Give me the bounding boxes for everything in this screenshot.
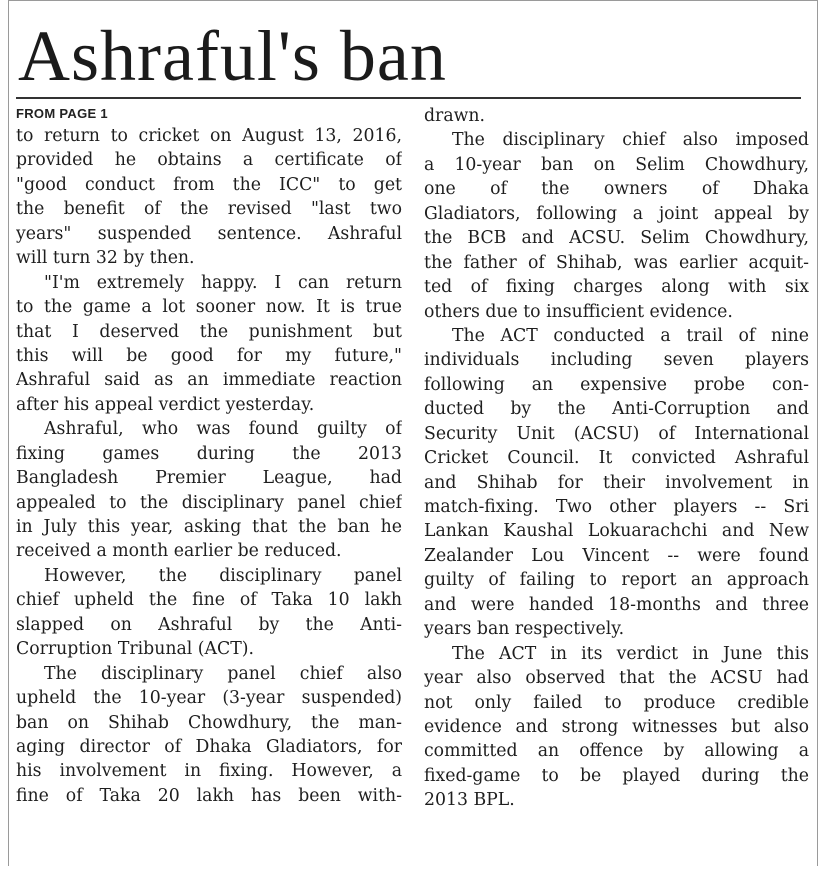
article-text-line: However, the disciplinary panel [44,565,402,586]
article-text-line: to the game a lot sooner now. It is true [16,297,402,318]
article-text-line: received a month earlier be reduced. [16,541,342,562]
article-text-line: not only failed to produce credible [424,692,809,713]
left-column-text [16,124,402,808]
article-text-line: 2013 BPL. [424,790,515,811]
article-text-line: slapped on Ashraful by the Anti- [16,614,402,635]
article-text-line: appealed to the disciplinary panel chief [16,492,402,513]
article-text-line: guilty of failing to report an approach [424,570,809,591]
article-text-line: fixing games during the 2013 [16,443,402,464]
article-text-line: Lankan Kaushal Lokuarachchi and New [424,521,809,542]
article-text-line: aging director of Dhaka Gladiators, for [16,736,402,757]
article-text-line: Security Unit (ACSU) of International [424,423,809,444]
article-text-line: evidence and strong witnesses but also [424,716,809,737]
article-text-line: The disciplinary chief also imposed [452,130,809,151]
article-column-left [16,104,402,808]
article-text-line: will turn 32 by then. [16,248,195,269]
article-text-line: ban on Shihab Chowdhury, the man- [16,712,402,733]
article-text-line: others due to insufficient evidence. [424,301,733,322]
article-text-line: that I deserved the punishment but [16,321,402,342]
article-text-line: Bangladesh Premier League, had [16,468,402,489]
article-text-line: drawn. [424,106,486,126]
article-text-line: the benefit of the revised "last two [16,199,402,220]
article-column-right [424,104,809,813]
article-text-line: one of the owners of Dhaka [424,179,809,200]
article-text-line: The ACT in its verdict in June this [452,643,809,664]
article-text-line: and were handed 18-months and three [424,594,809,615]
article-text-line: fine of Taka 20 lakh has been with- [16,785,402,806]
article-text-line: the BCB and ACSU. Selim Chowdhury, [424,228,809,249]
article-text-line: in July this year, asking that the ban he [16,517,402,537]
continued-from-label: FROM PAGE 1 [16,106,108,121]
article-text-line: Cricket Council. It convicted Ashraful [424,448,809,469]
article-text-line: fixed-game to be played during the [424,765,809,786]
article-text-line: Gladiators, following a joint appeal by [424,203,809,224]
article-text-line: this will be good for my future," [16,345,402,366]
article-text-line: his involvement in fixing. However, a [16,761,402,782]
article-text-line: to return to cricket on August 13, 2016, [16,126,402,146]
article-text-line: individuals including seven players [424,350,809,371]
article-text-line: provided he obtains a certificate of [16,150,402,171]
article-text-line: Ashraful said as an immediate reaction [16,370,402,391]
article-text-line: committed an offence by allowing a [424,741,809,762]
headline: Ashraful's ban [18,16,447,96]
article-text-line: years ban respectively. [424,619,625,640]
article-text-line: chief upheld the fine of Taka 10 lakh [16,590,402,611]
article-text-line: following an expensive probe con- [424,374,809,395]
article-text-line: year also observed that the ACSU had [424,668,809,689]
article-text-line: a 10-year ban on Selim Chowdhury, [424,154,809,175]
article-text-line: after his appeal verdict yesterday. [16,394,315,415]
article-text-line: Ashraful, who was found guilty of [44,419,402,440]
article-text-line: and Shihab for their involvement in [424,472,809,493]
article-text-line: the father of Shihab, was earlier acquit- [424,252,809,273]
article-text-line: The disciplinary panel chief also [44,663,402,684]
article-text-line: years" suspended sentence. Ashraful [16,223,402,244]
right-column-text [424,104,809,813]
article-text-line: upheld the 10-year (3-year suspended) [16,688,402,709]
article-text-line: ducted by the Anti-Corruption and [424,399,809,420]
article-text-line: Zealander Lou Vincent -- were found [424,545,809,566]
article-text-line: ted of fixing charges along with six [424,277,809,298]
article-text-line: "I'm extremely happy. I can return [44,272,402,293]
article-text-line: Corruption Tribunal (ACT). [16,639,255,660]
headline-rule [16,97,801,99]
article-text-line: The ACT conducted a trail of nine [452,325,809,346]
article-text-line: match-fixing. Two other players -- Sri [424,497,809,517]
article-text-line: "good conduct from the ICC" to get [16,174,402,195]
